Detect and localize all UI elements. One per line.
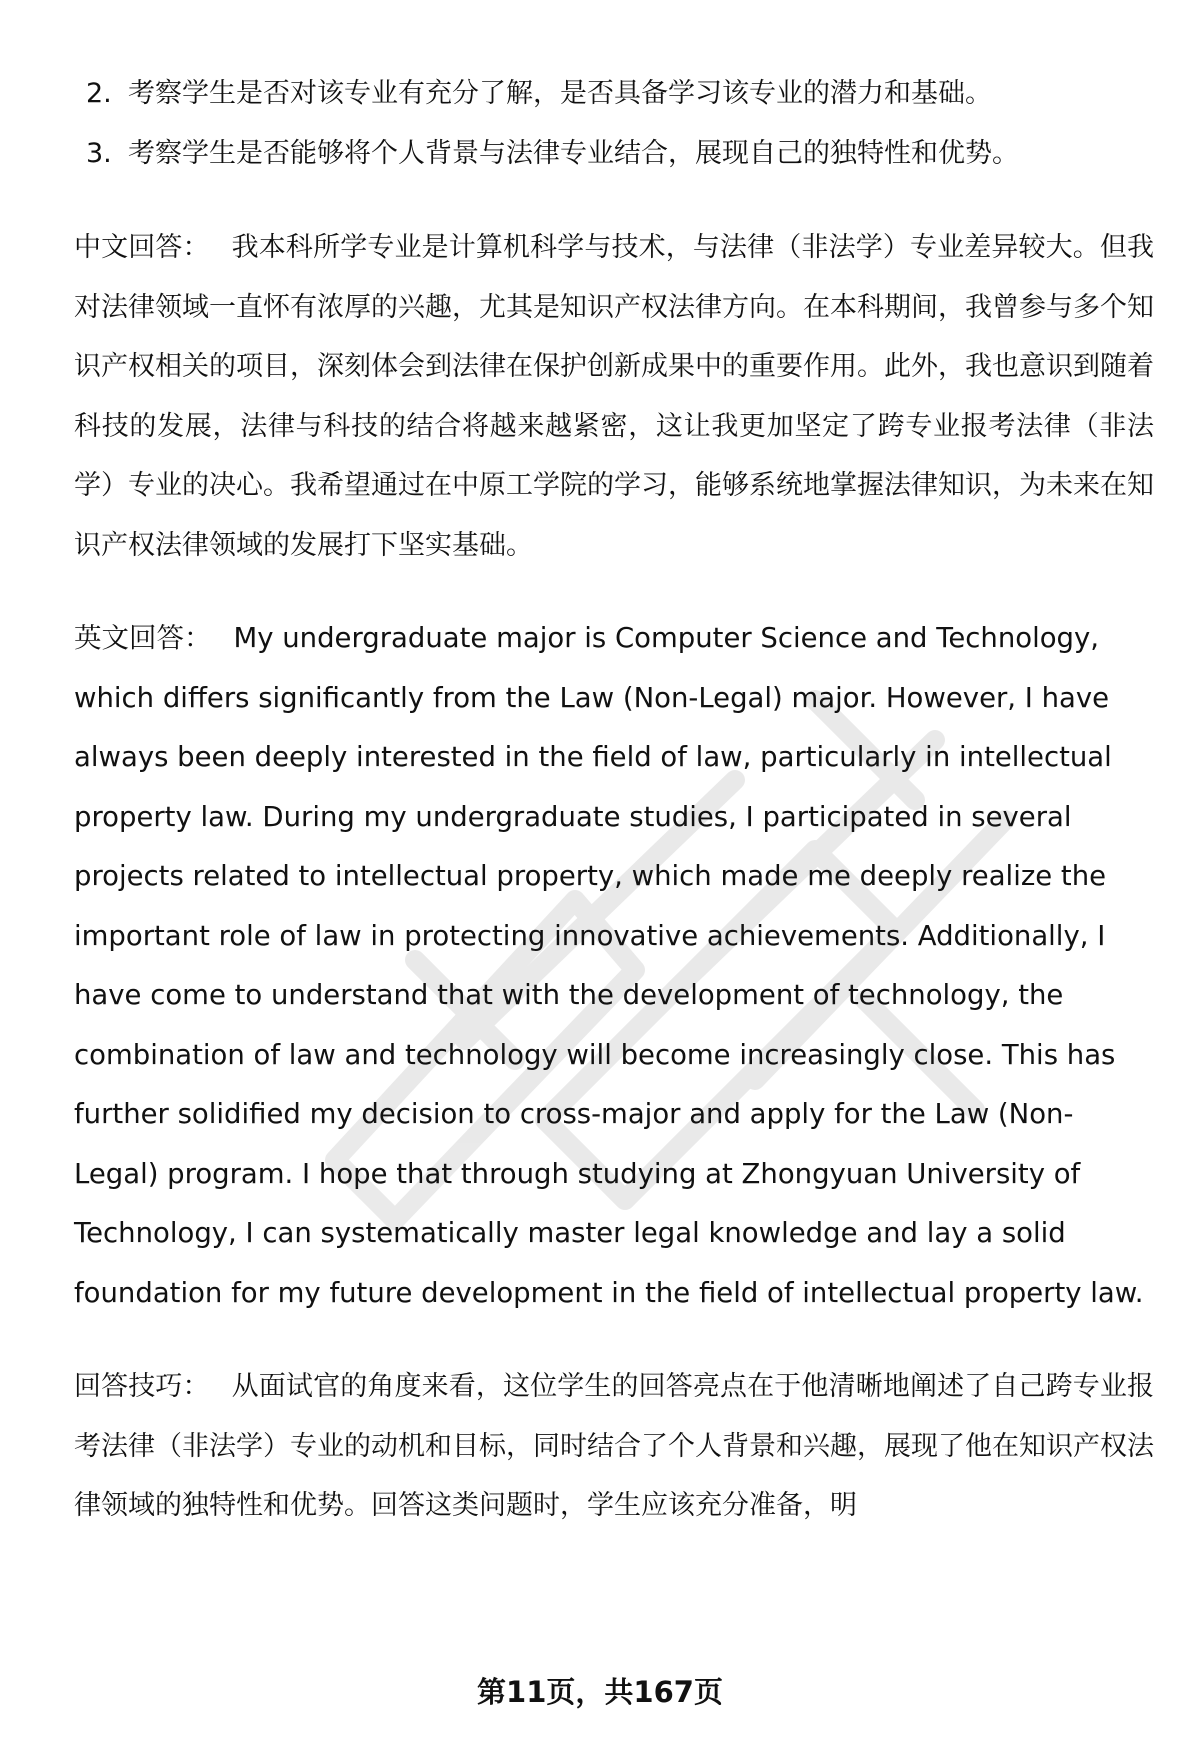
document-content <box>74 64 1154 1563</box>
criteria-item <box>74 64 1154 124</box>
criteria-number: 2. <box>86 78 112 109</box>
english-answer-label: 英文回答： <box>74 622 212 654</box>
tips-paragraph <box>74 1357 1154 1536</box>
english-answer-paragraph <box>74 609 1154 1323</box>
criteria-text: 考察学生是否对该专业有充分了解，是否具备学习该专业的潜力和基础。 <box>128 78 992 109</box>
chinese-answer-text: 我本科所学专业是计算机科学与技术，与法律（非法学）专业差异较大。但我对法律领域一直怀有浓厚的兴趣，尤其是知识产权法律方向。在本科期间，我曾参与多个知识产权相关的项目，深刻体会到法律在保护创新成果中的重要作用。此外，我也意识到随着科技的发展，法律与科技的结合将越来越紧密，这让我更加坚定了跨专业报考法律（非法学）专业的决心。我希望通过在中原工学院的学习，能够系统地掌握法律知识，为未来在知识产权法律领域的发展打下坚实基础。 <box>74 232 1155 561</box>
chinese-answer-label: 中文回答： <box>74 232 210 263</box>
criteria-text: 考察学生是否能够将个人背景与法律专业结合，展现自己的独特性和优势。 <box>128 138 1019 169</box>
criteria-number: 3. <box>86 138 112 169</box>
english-answer-text: My undergraduate major is Computer Science and Technology, which differs significantly from the Law (Non-Legal) major. However, I have always been deeply interested in the field of law, particularly in intellectual property law. During my undergraduate studies, I participated in several projects related to intellectual property, which made me deeply realize the important role of law in protecting innovative achievements. Additionally, I have come to understand that with the development of technology, the combination of law and technology will become increasingly close. This has further solidified my decision to cross-major and apply for the Law (Non-Legal) program. I hope that through studying at Zhongyuan University of Technology, I can systematically master legal knowledge and lay a solid foundation for my future development in the field of intellectual property law. <box>74 622 1144 1309</box>
page-number: 第11页，共167页 <box>477 1675 723 1709</box>
criteria-list <box>74 64 1154 184</box>
tips-text: 从面试官的角度来看，这位学生的回答亮点在于他清晰地阐述了自己跨专业报考法律（非法学）专业的动机和目标，同时结合了个人背景和兴趣，展现了他在知识产权法律领域的独特性和优势。回答这类问题时，学生应该充分准备，明 <box>74 1371 1155 1521</box>
chinese-answer-paragraph <box>74 218 1154 575</box>
criteria-item <box>74 124 1154 184</box>
tips-label: 回答技巧： <box>74 1371 210 1402</box>
